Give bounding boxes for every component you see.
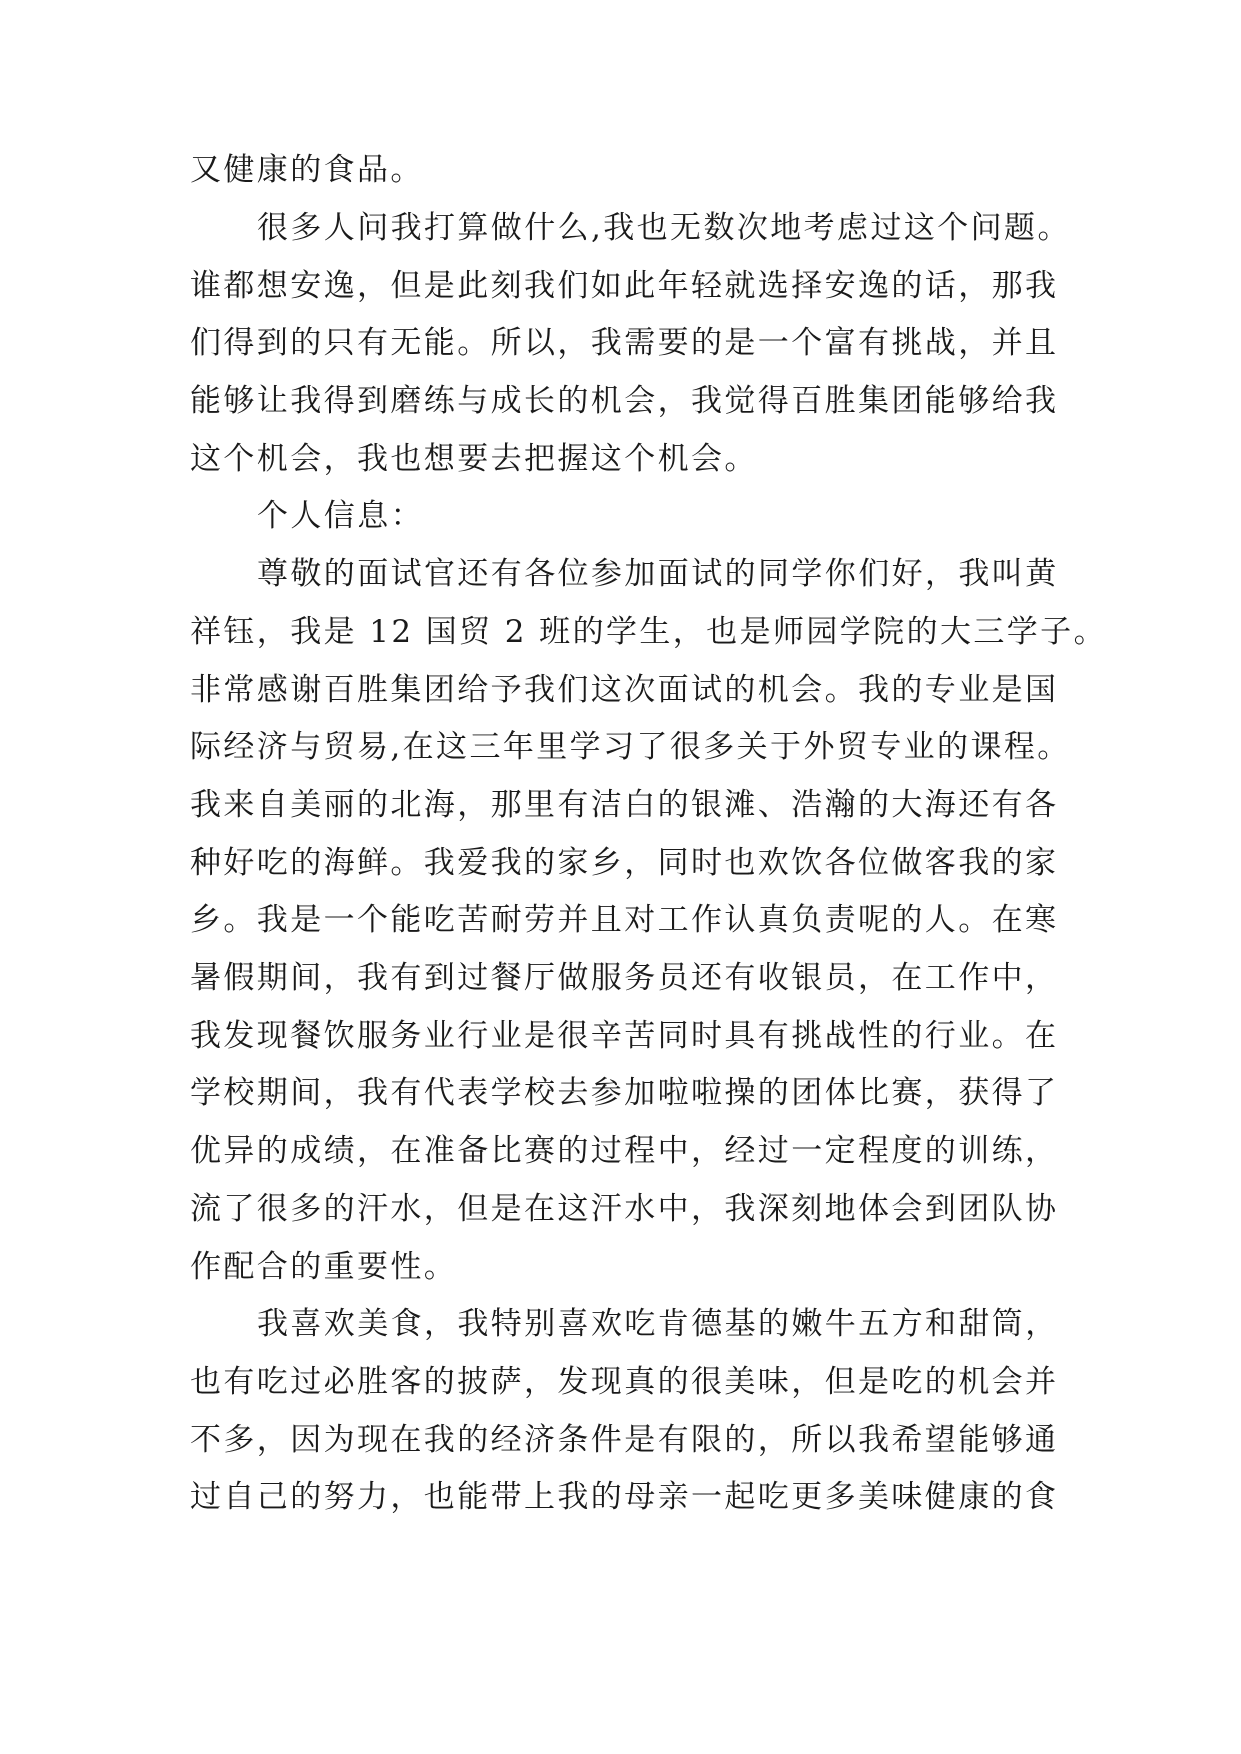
paragraph-start-line: 尊敬的面试官还有各位参加面试的同学你们好，我叫黄 xyxy=(257,556,1059,592)
text-line: 优异的成绩，在准备比赛的过程中，经过一定程度的训练， xyxy=(190,1133,1059,1169)
text-line: 我来自美丽的北海，那里有洁白的银滩、浩瀚的大海还有各 xyxy=(190,787,1059,823)
text-line: 学校期间，我有代表学校去参加啦啦操的团体比赛，获得了 xyxy=(190,1075,1059,1111)
text-line: 我发现餐饮服务业行业是很辛苦同时具有挑战性的行业。在 xyxy=(190,1018,1059,1054)
text-line: 暑假期间，我有到过餐厅做服务员还有收银员，在工作中， xyxy=(190,960,1059,996)
text-line: 也有吃过必胜客的披萨，发现真的很美味，但是吃的机会并 xyxy=(190,1364,1059,1400)
text-line: 谁都想安逸，但是此刻我们如此年轻就选择安逸的话，那我 xyxy=(190,268,1059,304)
text-line: 们得到的只有无能。所以，我需要的是一个富有挑战，并且 xyxy=(190,325,1059,361)
section-heading: 个人信息： xyxy=(257,498,424,534)
text-line: 种好吃的海鲜。我爱我的家乡，同时也欢饮各位做客我的家 xyxy=(190,845,1059,881)
text-line: 不多，因为现在我的经济条件是有限的，所以我希望能够通 xyxy=(190,1422,1059,1458)
text-line: 非常感谢百胜集团给予我们这次面试的机会。我的专业是国 xyxy=(190,672,1059,708)
text-line: 能够让我得到磨练与成长的机会，我觉得百胜集团能够给我 xyxy=(190,383,1059,419)
text-line: 祥钰，我是 12 国贸 2 班的学生，也是师园学院的大三学子。 xyxy=(190,614,1107,650)
text-line: 际经济与贸易,在这三年里学习了很多关于外贸专业的课程。 xyxy=(190,729,1071,765)
text-line: 乡。我是一个能吃苦耐劳并且对工作认真负责呢的人。在寒 xyxy=(190,902,1059,938)
text-line: 作配合的重要性。 xyxy=(190,1249,458,1285)
text-line: 流了很多的汗水，但是在这汗水中，我深刻地体会到团队协 xyxy=(190,1191,1059,1227)
text-line: 过自己的努力，也能带上我的母亲一起吃更多美味健康的食 xyxy=(190,1479,1059,1515)
text-line: 这个机会，我也想要去把握这个机会。 xyxy=(190,441,758,477)
paragraph-start-line: 很多人问我打算做什么,我也无数次地考虑过这个问题。 xyxy=(257,210,1071,246)
text-line: 又健康的食品。 xyxy=(190,152,424,188)
paragraph-start-line: 我喜欢美食，我特别喜欢吃肯德基的嫩牛五方和甜筒， xyxy=(257,1306,1059,1342)
